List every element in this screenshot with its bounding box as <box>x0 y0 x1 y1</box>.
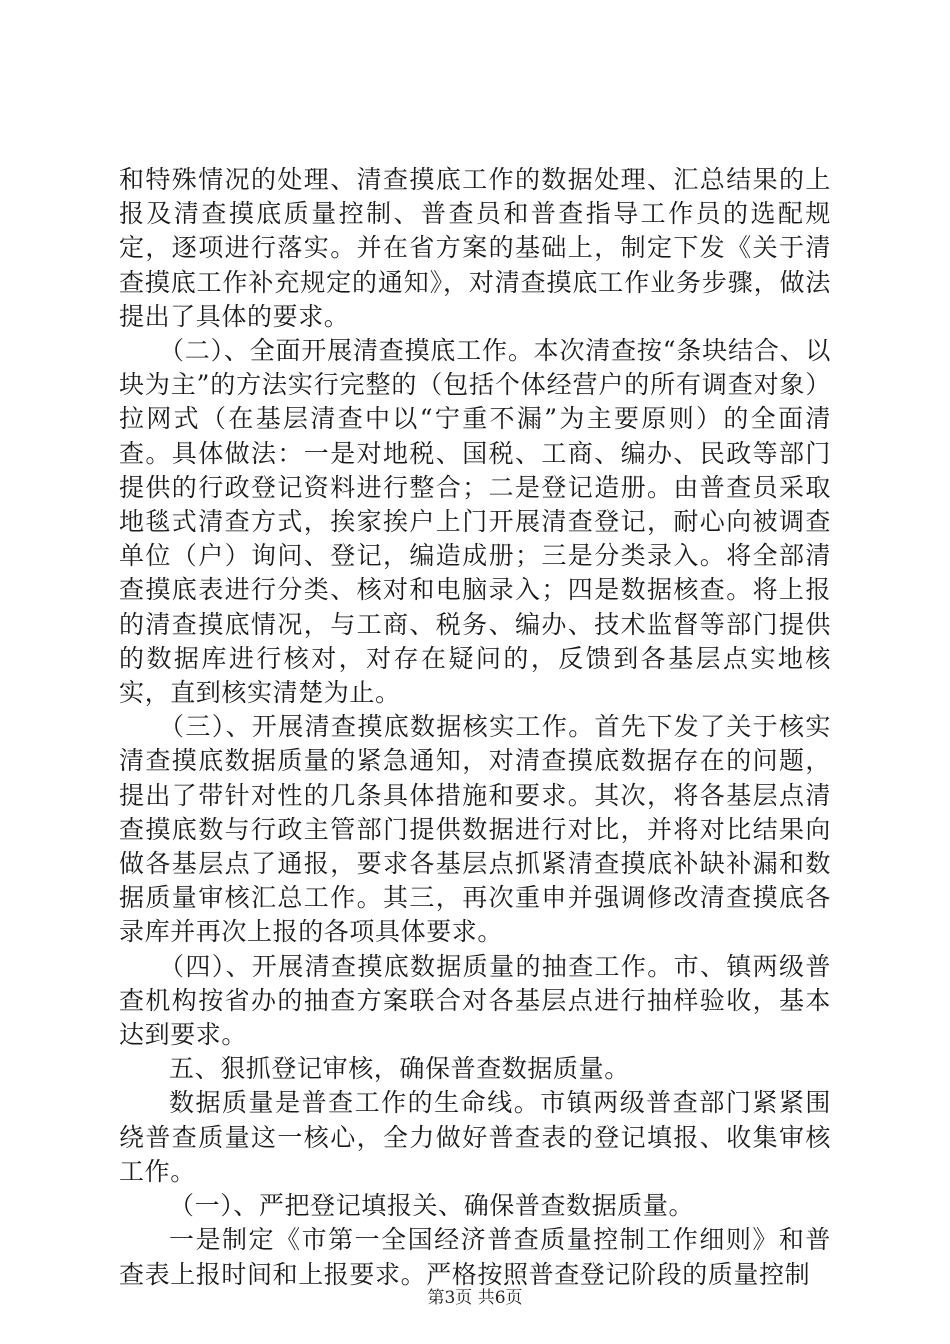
subsection-heading-1: （一）、严把登记填报关、确保普查数据质量。 <box>169 1191 695 1221</box>
paragraph-section-2: （二）、全面开展清查摸底工作。本次清查按“条块结合、以块为主”的方法实行完整的（包括个体经营户的所有调查对象）拉网式（在基层清查中以“宁重不漏”为主要原则）的全面清查。具体做法：一是对地税、国税、工商、编办、民政等部门提供的行政登记资料进行整合；二是登记造册。由普查员采取地毯式清查方式，挨家挨户上门开展清查登记，耐心向被调查单位（户）询问、登记，编造成册；三是分类录入。将全部清查摸底表进行分类、核对和电脑录入；四是数据核查。将上报的清查摸底情况，与工商、税务、编办、技术监督等部门提供的数据库进行核对，对存在疑问的，反馈到各基层点实地核实，直到核实清楚为止。 <box>119 336 831 708</box>
section-heading-5: 五、狠抓登记审核，确保普查数据质量。 <box>169 1054 630 1084</box>
paragraph-section-4: （四）、开展清查摸底数据质量的抽查工作。市、镇两级普查机构按省办的抽查方案联合对各基层点进行抽样验收，基本达到要求。 <box>119 951 831 1050</box>
paragraph-data-quality: 数据质量是普查工作的生命线。市镇两级普查部门紧紧围绕普查质量这一核心，全力做好普查表的登记填报、收集审核工作。 <box>119 1088 831 1186</box>
paragraph-section-3: （三）、开展清查摸底数据核实工作。首先下发了关于核实清查摸底数据质量的紧急通知，对清查摸底数据存在的问题，提出了带针对性的几条具体措施和要求。其次，将各基层点清查摸底数与行政主管部门提供数据进行对比，并将对比结果向做各基层点了通报，要求各基层点抓紧清查摸底补缺补漏和数据质量审核汇总工作。其三，再次重申并强调修改清查摸底各录库并再次上报的各项具体要求。 <box>119 712 831 947</box>
page-number-footer: 第3页 共6页 <box>427 1288 523 1308</box>
paragraph-item-1: 一是制定《市第一全国经济普查质量控制工作细则》和普查表上报时间和上报要求。严格按照普查登记阶段的质量控制 <box>119 1225 831 1289</box>
paragraph-continuation: 和特殊情况的处理、清查摸底工作的数据处理、汇总结果的上报及清查摸底质量控制、普查员和普查指导工作员的选配规定，逐项进行落实。并在省方案的基础上，制定下发《关于清查摸底工作补充规定的通知》，对清查摸底工作业务步骤，做法提出了具体的要求。 <box>119 165 831 331</box>
document-body <box>119 163 831 1292</box>
